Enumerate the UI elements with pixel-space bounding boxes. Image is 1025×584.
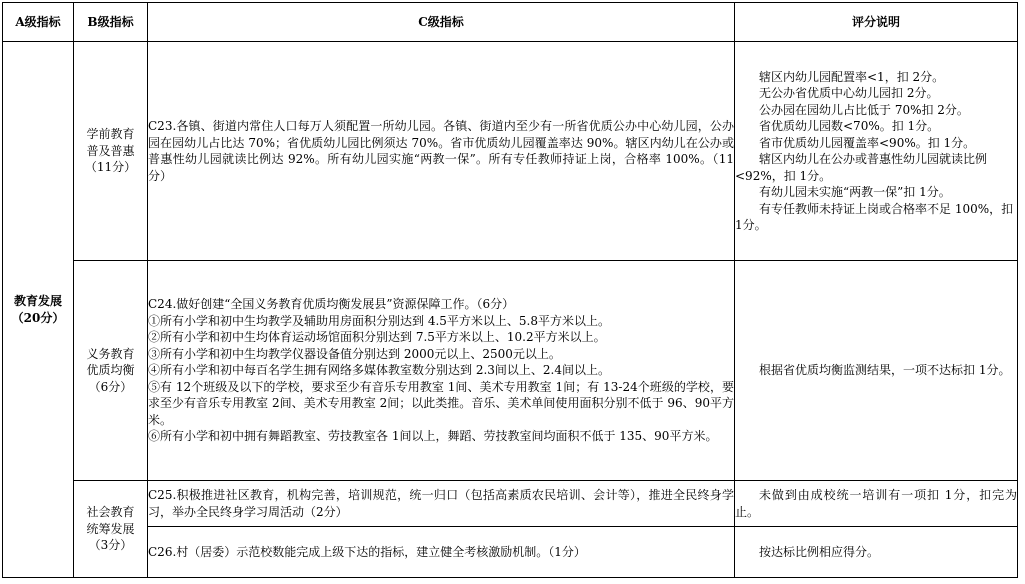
scoring-note: 根据省优质均衡监测结果，一项不达标扣 1分。 (759, 363, 1011, 378)
b-indicator-name: 优质均衡 (86, 363, 135, 378)
b-indicator-score: （6分） (88, 379, 133, 394)
b-indicator-name: 普及普惠 (86, 143, 135, 158)
b-indicator-name: 统筹发展 (86, 521, 135, 536)
scoring-note: 公办园在园幼儿占比低于 70%扣 2分。 (759, 102, 969, 117)
a-indicator-cell (3, 42, 74, 578)
scoring-note: 有专任教师未持证上岗或合格率不足 100%，扣 1分。 (735, 201, 1014, 232)
scoring-note: 辖区内幼儿在公办或普惠性幼儿园就读比例<92%，扣 1分。 (735, 152, 988, 183)
table-row (3, 481, 1018, 527)
c-indicator-text: ①所有小学和初中生均教学及辅助用房面积分别达到 4.5平方米以上、5.8平方米以上。 (148, 313, 610, 328)
c-indicator-text: ③所有小学和初中生均教学仪器设备值分别达到 2000元以上、2500元以上。 (148, 346, 561, 361)
c-indicator-cell (148, 42, 735, 261)
b-indicator-name: 学前教育 (86, 127, 135, 142)
scoring-notes-cell (735, 481, 1018, 527)
c-indicator-cell (148, 481, 735, 527)
indicator-table (2, 2, 1018, 578)
scoring-note: 无公办省优质中心幼儿园扣 2分。 (759, 86, 939, 100)
b-indicator-score: （3分） (88, 538, 133, 553)
b-indicator-cell (74, 261, 148, 481)
scoring-note: 未做到由成校统一培训有一项扣 1分，扣完为止。 (735, 488, 1017, 519)
b-indicator-cell (74, 481, 148, 578)
table-row (3, 261, 1018, 481)
a-indicator-score: （20分） (11, 310, 65, 325)
c-indicator-text: C24.做好创建“全国义务教育优质均衡发展县”资源保障工作。（6分） (148, 297, 515, 312)
scoring-note: 省优质幼儿园数<70%。扣 1分。 (759, 119, 940, 133)
header-b-indicator: B级指标 (74, 3, 148, 42)
scoring-note: 辖区内幼儿园配置率<1，扣 2分。 (759, 69, 945, 84)
c-indicator-text: C25.积极推进社区教育，机构完善，培训规范，统一归口（包括高素质农民培训、会计等），推进全民终身学习，举办全民终身学习周活动（2分） (148, 488, 734, 519)
a-indicator-name: 教育发展 (13, 294, 62, 308)
scoring-note: 按达标比例相应得分。 (759, 544, 880, 559)
b-indicator-name: 社会教育 (86, 505, 135, 520)
scoring-note: 省市优质幼儿园覆盖率<90%。扣 1分。 (759, 135, 976, 150)
c-indicator-text: ⑥所有小学和初中拥有舞蹈教室、劳技教室各 1间以上，舞蹈、劳技教室间均面积不低于 135、90平方米。 (148, 429, 718, 444)
header-a-indicator: A级指标 (3, 3, 74, 42)
b-indicator-cell (74, 42, 148, 261)
scoring-notes-cell (735, 261, 1018, 481)
b-indicator-name: 义务教育 (86, 346, 135, 361)
scoring-note: 有幼儿园未实施“两教一保”扣 1分。 (759, 185, 951, 199)
c-indicator-text: C23.各镇、街道内常住人口每万人须配置一所幼儿园。各镇、街道内至少有一所省优质公办中心幼儿园，公办园在园幼儿占比达 70%；省优质幼儿园比例须达 70%。省市优质幼儿园覆盖率达 90%。辖区内幼儿在公办或普惠性幼儿园就读比例达 92%。所有幼儿园实施“两教一保”。所有专任教师持证上岗，合格率 100%。（11分） (148, 119, 734, 183)
b-indicator-score: （11分） (84, 160, 137, 175)
c-indicator-text: C26.村（居委）示范校数能完成上级下达的指标，建立健全考核激励机制。（1分） (148, 544, 586, 559)
header-scoring-notes: 评分说明 (735, 3, 1018, 42)
c-indicator-cell (148, 261, 735, 481)
scoring-notes-cell (735, 42, 1018, 261)
c-indicator-text: ⑤有 12个班级及以下的学校，要求至少有音乐专用教室 1间、美术专用教室 1间；有 13-24个班级的学校，要求至少有音乐专用教室 2间、美术专用教室 2间；以此类推。音乐、美术单间使用面积分别不低于 96、90平方米。 (148, 379, 734, 427)
scoring-notes-cell (735, 527, 1018, 578)
c-indicator-cell (148, 527, 735, 578)
c-indicator-text: ④所有小学和初中每百名学生拥有网络多媒体教室数分别达到 2.3间以上、2.4间以上。 (148, 363, 610, 378)
table-row (3, 42, 1018, 261)
header-row (3, 3, 1018, 42)
header-c-indicator: C级指标 (148, 3, 735, 42)
table-row (3, 527, 1018, 578)
c-indicator-text: ②所有小学和初中生均体育运动场馆面积分别达到 7.5平方米以上、10.2平方米以上。 (148, 330, 606, 345)
